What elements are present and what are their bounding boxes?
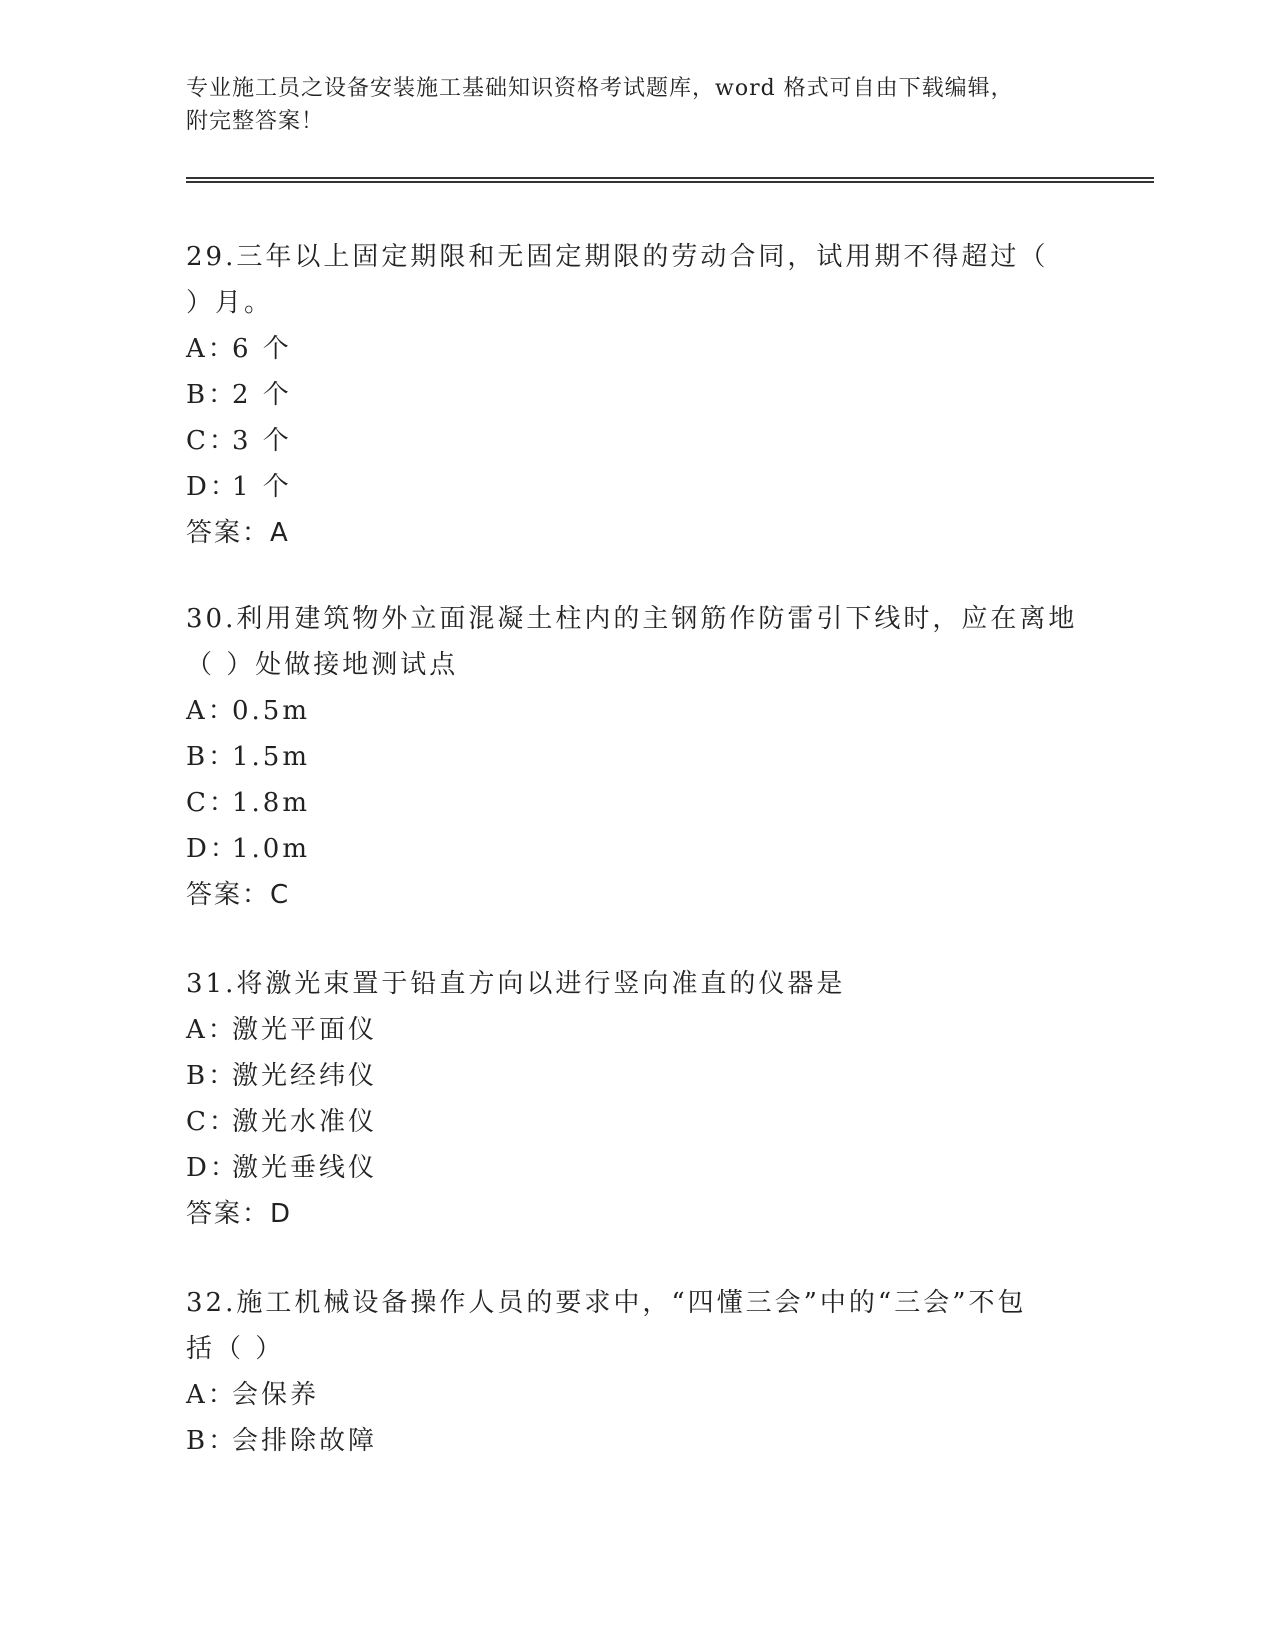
option-d [186,826,1086,872]
option-text: 激光垂线仪 [232,1153,378,1183]
option-key: D： [186,1153,239,1183]
option-key: A： [186,1015,237,1045]
option-text: 1.0m [232,834,311,864]
question-text-line-1: 31.将激光束置于铅直方向以进行竖向准直的仪器是 [186,969,846,999]
question-text-line-1: 32.施工机械设备操作人员的要求中，“四懂三会”中的“三会”不包 [186,1288,1027,1318]
option-key: A： [186,334,237,364]
option-b [186,1418,1086,1464]
option-text: 激光水准仪 [232,1107,378,1137]
option-text: 1.8m [232,788,311,818]
option-c [186,418,1086,464]
question-30 [186,596,1086,918]
answer-line: 答案：C [186,880,291,910]
option-key: A： [186,1380,237,1410]
option-key: B： [186,380,238,410]
option-d [186,1145,1086,1191]
option-c [186,780,1086,826]
question-29 [186,234,1086,556]
header-line-1: 专业施工员之设备安装施工基础知识资格考试题库，word 格式可自由下载编辑， [186,76,1014,101]
option-key: B： [186,1426,238,1456]
option-a [186,326,1086,372]
option-text: 3 个 [232,426,292,456]
option-b [186,372,1086,418]
option-text: 激光平面仪 [232,1015,378,1045]
option-a [186,1372,1086,1418]
question-text-line-2: （ ）处做接地测试点 [186,650,459,680]
option-text: 6 个 [232,334,292,364]
option-key: C： [186,1107,238,1137]
option-text: 2 个 [232,380,292,410]
option-key: C： [186,788,238,818]
option-b [186,734,1086,780]
option-key: C： [186,426,238,456]
option-c [186,1099,1086,1145]
option-text: 1.5m [232,742,311,772]
option-key: D： [186,472,239,502]
option-b [186,1053,1086,1099]
option-key: A： [186,696,237,726]
header-divider [186,177,1154,183]
option-text: 0.5m [232,696,311,726]
question-text-line-2: 括（ ） [186,1334,285,1364]
option-key: D： [186,834,239,864]
option-key: B： [186,742,238,772]
answer-line: 答案：D [186,1199,293,1229]
option-text: 激光经纬仪 [232,1061,378,1091]
answer-line: 答案：A [186,518,290,548]
option-text: 会保养 [232,1380,320,1410]
option-key: B： [186,1061,238,1091]
option-text: 会排除故障 [232,1426,378,1456]
option-a [186,688,1086,734]
question-text-line-1: 30.利用建筑物外立面混凝土柱内的主钢筋作防雷引下线时，应在离地 [186,604,1078,634]
question-31 [186,961,1086,1237]
question-text-line-1: 29.三年以上固定期限和无固定期限的劳动合同，试用期不得超过（ [186,242,1049,272]
header-line-2: 附完整答案！ [186,109,325,134]
option-d [186,464,1086,510]
question-32 [186,1280,1086,1464]
option-a [186,1007,1086,1053]
question-text-line-2: ）月。 [186,288,274,318]
option-text: 1 个 [232,472,292,502]
document-header [186,72,1066,138]
